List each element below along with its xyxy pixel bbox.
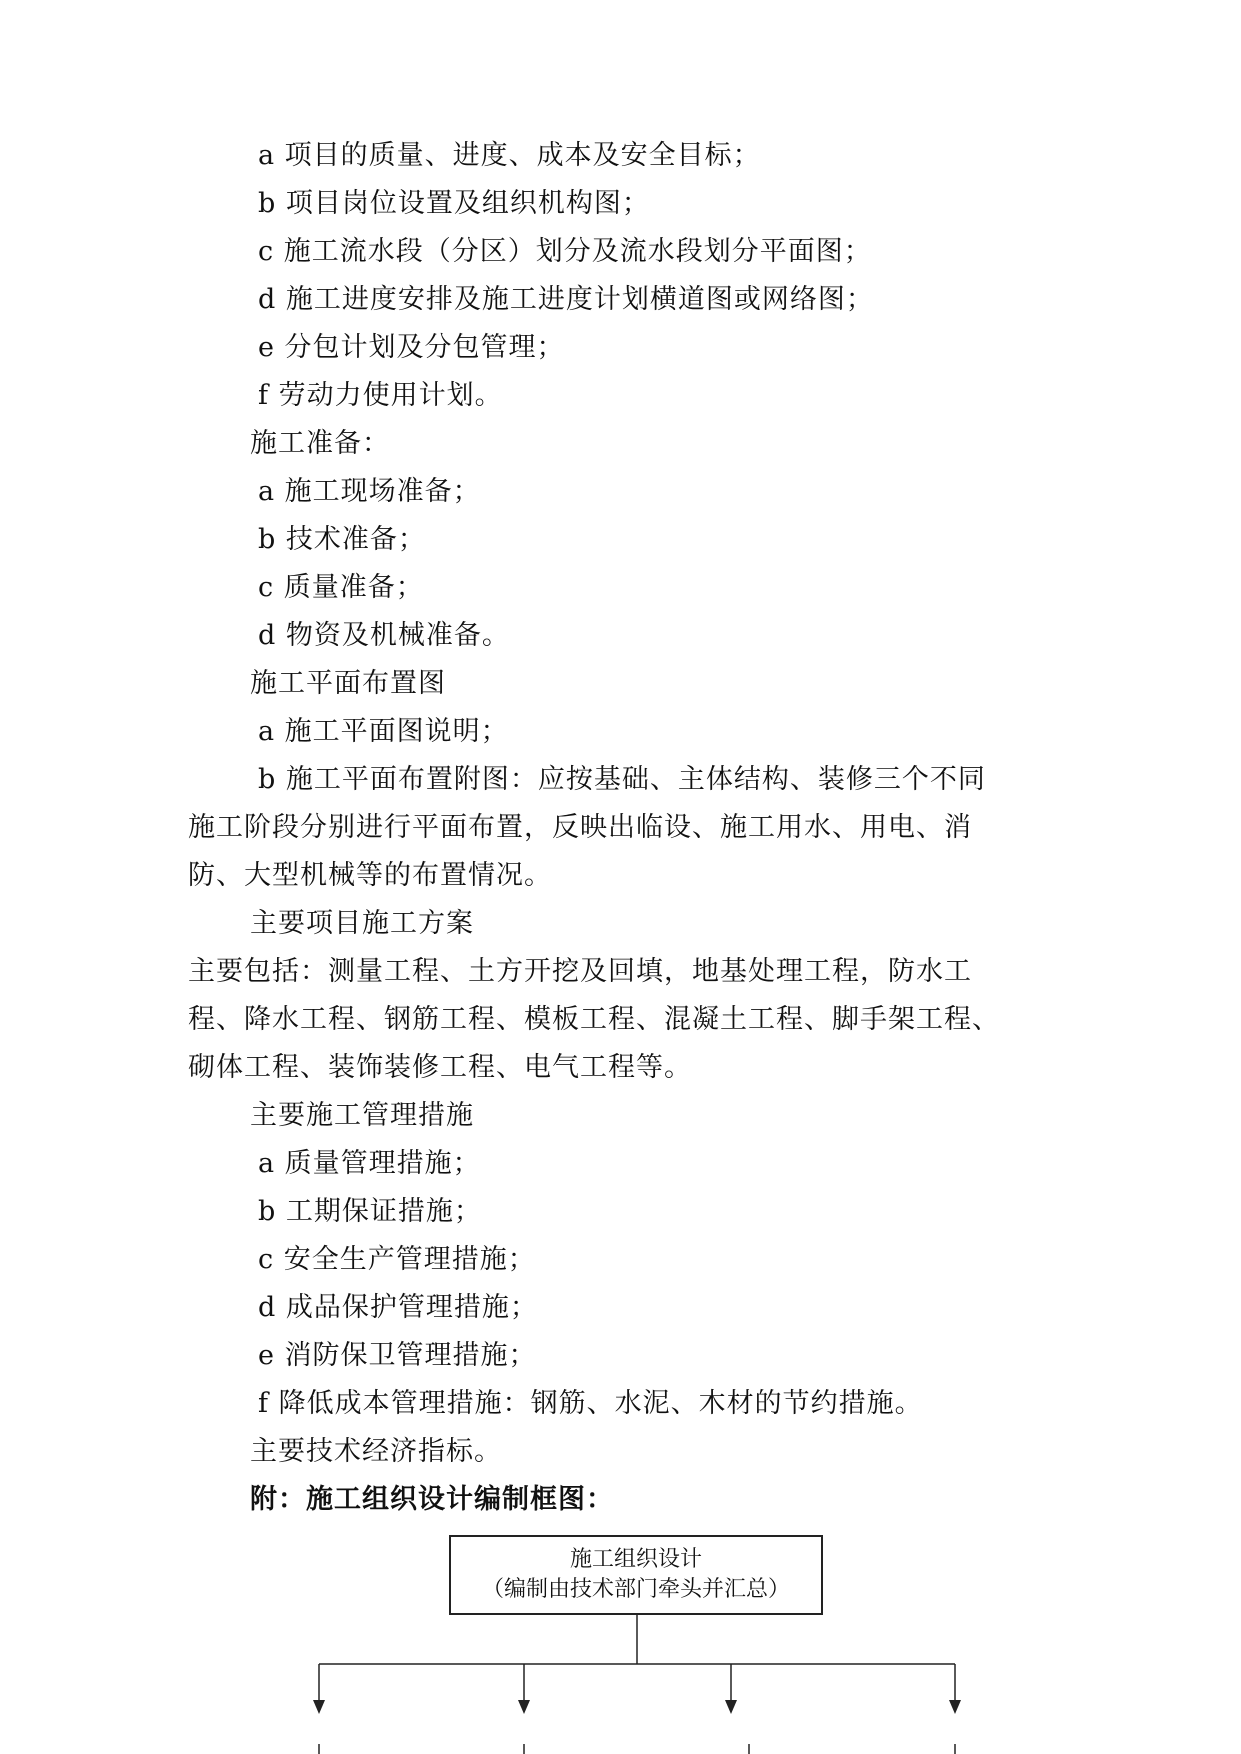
list-item-fire-security: e 消防保卫管理措施； — [258, 1340, 537, 1371]
list-item-site-prep: a 施工现场准备； — [258, 476, 481, 507]
arrow-down-icon — [725, 1700, 737, 1714]
list-item-schedule-mgmt: b 工期保证措施； — [258, 1196, 482, 1227]
section-heading-site-layout: 施工平面布置图 — [250, 668, 446, 699]
list-item-layout-notes: a 施工平面图说明； — [258, 716, 509, 747]
section-heading-preparation: 施工准备： — [250, 428, 390, 459]
diagram-root-subtitle: （编制由技术部门牵头并汇总） — [481, 1577, 790, 1602]
list-item-quality-goals: a 项目的质量、进度、成本及安全目标； — [258, 140, 761, 171]
section-heading-management: 主要施工管理措施 — [250, 1100, 474, 1131]
list-item-safety-mgmt: c 安全生产管理措施； — [258, 1244, 536, 1275]
list-item-flow-sections: c 施工流水段（分区）划分及流水段划分平面图； — [258, 236, 872, 267]
paragraph-layout-drawing-2: 施工阶段分别进行平面布置，反映出临设、施工用水、用电、消 — [188, 812, 972, 843]
section-heading-indicators: 主要技术经济指标。 — [250, 1436, 502, 1467]
list-item-material-prep: d 物资及机械准备。 — [258, 620, 510, 651]
list-item-product-protection: d 成品保护管理措施； — [258, 1292, 538, 1323]
list-item-org-structure: b 项目岗位设置及组织机构图； — [258, 188, 650, 219]
list-item-labor-plan: f 劳动力使用计划。 — [258, 380, 503, 411]
appendix-heading: 附：施工组织设计编制框图： — [250, 1484, 614, 1515]
list-item-schedule: d 施工进度安排及施工进度计划横道图或网络图； — [258, 284, 874, 315]
paragraph-layout-drawing-1: b 施工平面布置附图：应按基础、主体结构、装修三个不同 — [258, 764, 986, 795]
list-item-quality-prep: c 质量准备； — [258, 572, 424, 603]
paragraph-layout-drawing-3: 防、大型机械等的布置情况。 — [188, 860, 552, 891]
paragraph-plan-scope-2: 程、降水工程、钢筋工程、模板工程、混凝土工程、脚手架工程、 — [188, 1004, 1000, 1035]
arrow-down-icon — [518, 1700, 530, 1714]
section-heading-construction-plan: 主要项目施工方案 — [250, 908, 474, 939]
diagram-root-title: 施工组织设计 — [569, 1547, 702, 1572]
paragraph-plan-scope-3: 砌体工程、装饰装修工程、电气工程等。 — [188, 1052, 692, 1083]
list-item-subcontract: e 分包计划及分包管理； — [258, 332, 565, 363]
list-item-tech-prep: b 技术准备； — [258, 524, 426, 555]
paragraph-plan-scope-1: 主要包括：测量工程、土方开挖及回填，地基处理工程，防水工 — [188, 956, 972, 987]
arrow-down-icon — [949, 1700, 961, 1714]
arrow-down-icon — [313, 1700, 325, 1714]
list-item-cost-reduction: f 降低成本管理措施：钢筋、水泥、木材的节约措施。 — [258, 1388, 923, 1419]
list-item-quality-mgmt: a 质量管理措施； — [258, 1148, 481, 1179]
